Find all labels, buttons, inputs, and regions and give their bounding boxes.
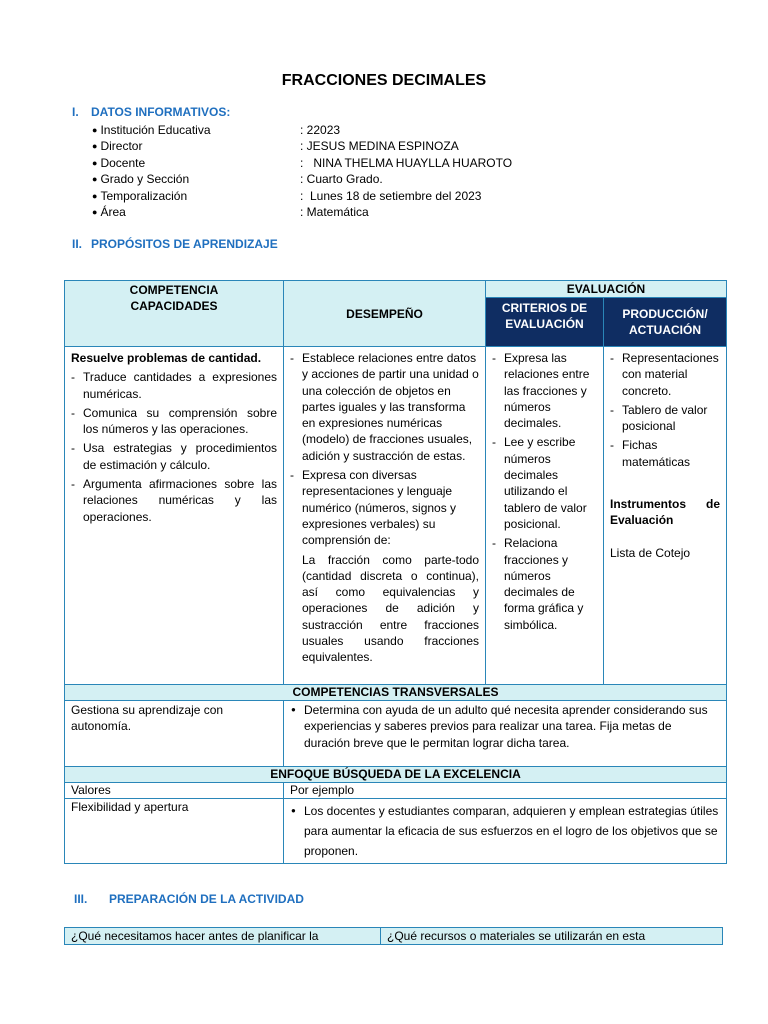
transversales-header: COMPETENCIAS TRANSVERSALES <box>65 685 727 701</box>
bullet-icon: ● <box>92 174 98 185</box>
prep-col1: ¿Qué necesitamos hacer antes de planificar la <box>65 928 381 945</box>
list-item <box>92 138 592 154</box>
transversal-desc-cell <box>284 701 727 767</box>
ejemplo-label: Por ejemplo <box>290 783 355 797</box>
datos-value: : Cuarto Grado. <box>300 172 383 187</box>
header-criterios: CRITERIOS DE EVALUACIÓN <box>486 298 604 347</box>
desempeno-extra: La fracción como parte-todo (cantidad discreta o continua), así como equivalencias y operaciones de adición y sustracción entre fracciones usuales usando fracciones equivalentes. <box>302 552 479 665</box>
bullet-icon: ● <box>92 141 98 152</box>
bullet-icon: ● <box>92 157 98 168</box>
prep-col2: ¿Qué recursos o materiales se utilizarán en esta <box>381 928 723 945</box>
header-desempeno: DESEMPEÑO <box>284 281 486 347</box>
list-item: - Lee y escribe números decimales utilizando el tablero de valor posicional. <box>492 434 597 532</box>
header-evaluacion: EVALUACIÓN <box>486 281 727 298</box>
header-competencia-label: COMPETENCIA <box>129 283 219 297</box>
section-datos-heading <box>72 105 230 119</box>
list-item: ● Determina con ayuda de un adulto qué necesita aprender considerando sus experiencias y saberes previos para realizar una tarea. Fija metas de duración breve que le permitan lograr dicha tarea. <box>290 702 720 751</box>
section-title: DATOS INFORMATIVOS: <box>91 105 231 119</box>
list-item: - Usa estrategias y procedimientos de estimación y cálculo. <box>71 440 277 473</box>
transversal-comp: Gestiona su aprendizaje con autonomía. <box>71 703 224 734</box>
list-item: - Representaciones con material concreto. <box>610 350 720 399</box>
page-title: FRACCIONES DECIMALES <box>281 72 487 89</box>
competencia-cell <box>65 347 284 685</box>
valores-label-cell <box>65 783 284 799</box>
propositos-table <box>64 280 727 864</box>
instrumentos-title: Instrumentos de Evaluación <box>610 497 721 528</box>
header-capacidades-label: CAPACIDADES <box>130 299 218 313</box>
datos-value: : Matemática <box>300 204 369 219</box>
section-title: PREPARACIÓN DE LA ACTIVIDAD <box>109 892 304 906</box>
list-item: - Establece relaciones entre datos y acciones de partir una unidad o una colección de objetos en partes iguales y las transforma en expresiones numéricas (modelo) de fracciones usuales, adición y sustracción de estas. <box>290 350 479 464</box>
datos-list <box>92 122 592 220</box>
enfoque-header: ENFOQUE BÚSQUEDA DE LA EXCELENCIA <box>65 767 727 783</box>
produccion-cell <box>604 347 727 685</box>
header-competencia <box>65 281 284 347</box>
list-item <box>92 171 592 187</box>
valor-cell <box>65 799 284 864</box>
section-number: III. <box>74 892 88 906</box>
datos-value: : Lunes 18 de setiembre del 2023 <box>300 188 482 203</box>
list-item <box>92 188 592 204</box>
section-number: II. <box>72 237 83 251</box>
datos-value: : JESUS MEDINA ESPINOZA <box>300 139 459 154</box>
list-item: - Expresa las relaciones entre las fracciones y números decimales. <box>492 350 597 431</box>
section-preparacion-heading <box>74 892 304 906</box>
list-item: - Argumenta afirmaciones sobre las relaciones numéricas y las operaciones. <box>71 476 277 525</box>
datos-value: : NINA THELMA HUAYLLA HUAROTO <box>300 155 513 170</box>
section-propositos-heading <box>72 237 278 251</box>
bullet-icon: ● <box>92 190 98 201</box>
bullet-icon: ● <box>92 125 98 135</box>
desempeno-cell <box>284 347 486 685</box>
competencia-name: Resuelve problemas de cantidad. <box>71 351 262 365</box>
list-item <box>92 155 592 171</box>
list-item: - Relaciona fracciones y números decimales de forma gráfica y simbólica. <box>492 535 597 633</box>
datos-value: : 22023 <box>300 123 341 137</box>
list-item: - Expresa con diversas representaciones y lenguaje numérico (números, signos y expresiones verbales) su comprensión de: <box>290 467 479 548</box>
datos-label: Grado y Sección <box>100 172 190 187</box>
ejemplo-cell <box>284 799 727 864</box>
list-item <box>92 122 592 138</box>
instrumentos-value: Lista de Cotejo <box>610 545 691 560</box>
datos-label: Director <box>100 139 143 154</box>
list-item: - Comunica su comprensión sobre los números y las operaciones. <box>71 405 277 438</box>
bullet-icon: ● <box>92 206 98 217</box>
datos-label: Temporalización <box>100 188 188 203</box>
list-item: - Tablero de valor posicional <box>610 402 720 435</box>
header-produccion: PRODUCCIÓN/ ACTUACIÓN <box>604 298 727 347</box>
datos-label: Institución Educativa <box>100 123 211 137</box>
list-item: - Traduce cantidades a expresiones numéricas. <box>71 369 277 402</box>
section-title: PROPÓSITOS DE APRENDIZAJE <box>91 237 278 251</box>
valores-label: Valores <box>71 783 111 797</box>
list-item <box>92 204 592 220</box>
valor-text: Flexibilidad y apertura <box>71 800 189 814</box>
datos-label: Área <box>100 204 126 219</box>
transversal-comp-cell <box>65 701 284 767</box>
section-number: I. <box>72 105 79 119</box>
ejemplo-label-cell <box>284 783 727 799</box>
list-item: ● Los docentes y estudiantes comparan, adquieren y emplean estrategias útiles para aumentar la eficacia de sus esfuerzos en el logro de los objetivos que se proponen. <box>290 801 720 861</box>
preparacion-table <box>64 927 723 945</box>
list-item: - Fichas matemáticas <box>610 437 720 470</box>
criterios-cell <box>486 347 604 685</box>
datos-label: Docente <box>100 155 146 170</box>
